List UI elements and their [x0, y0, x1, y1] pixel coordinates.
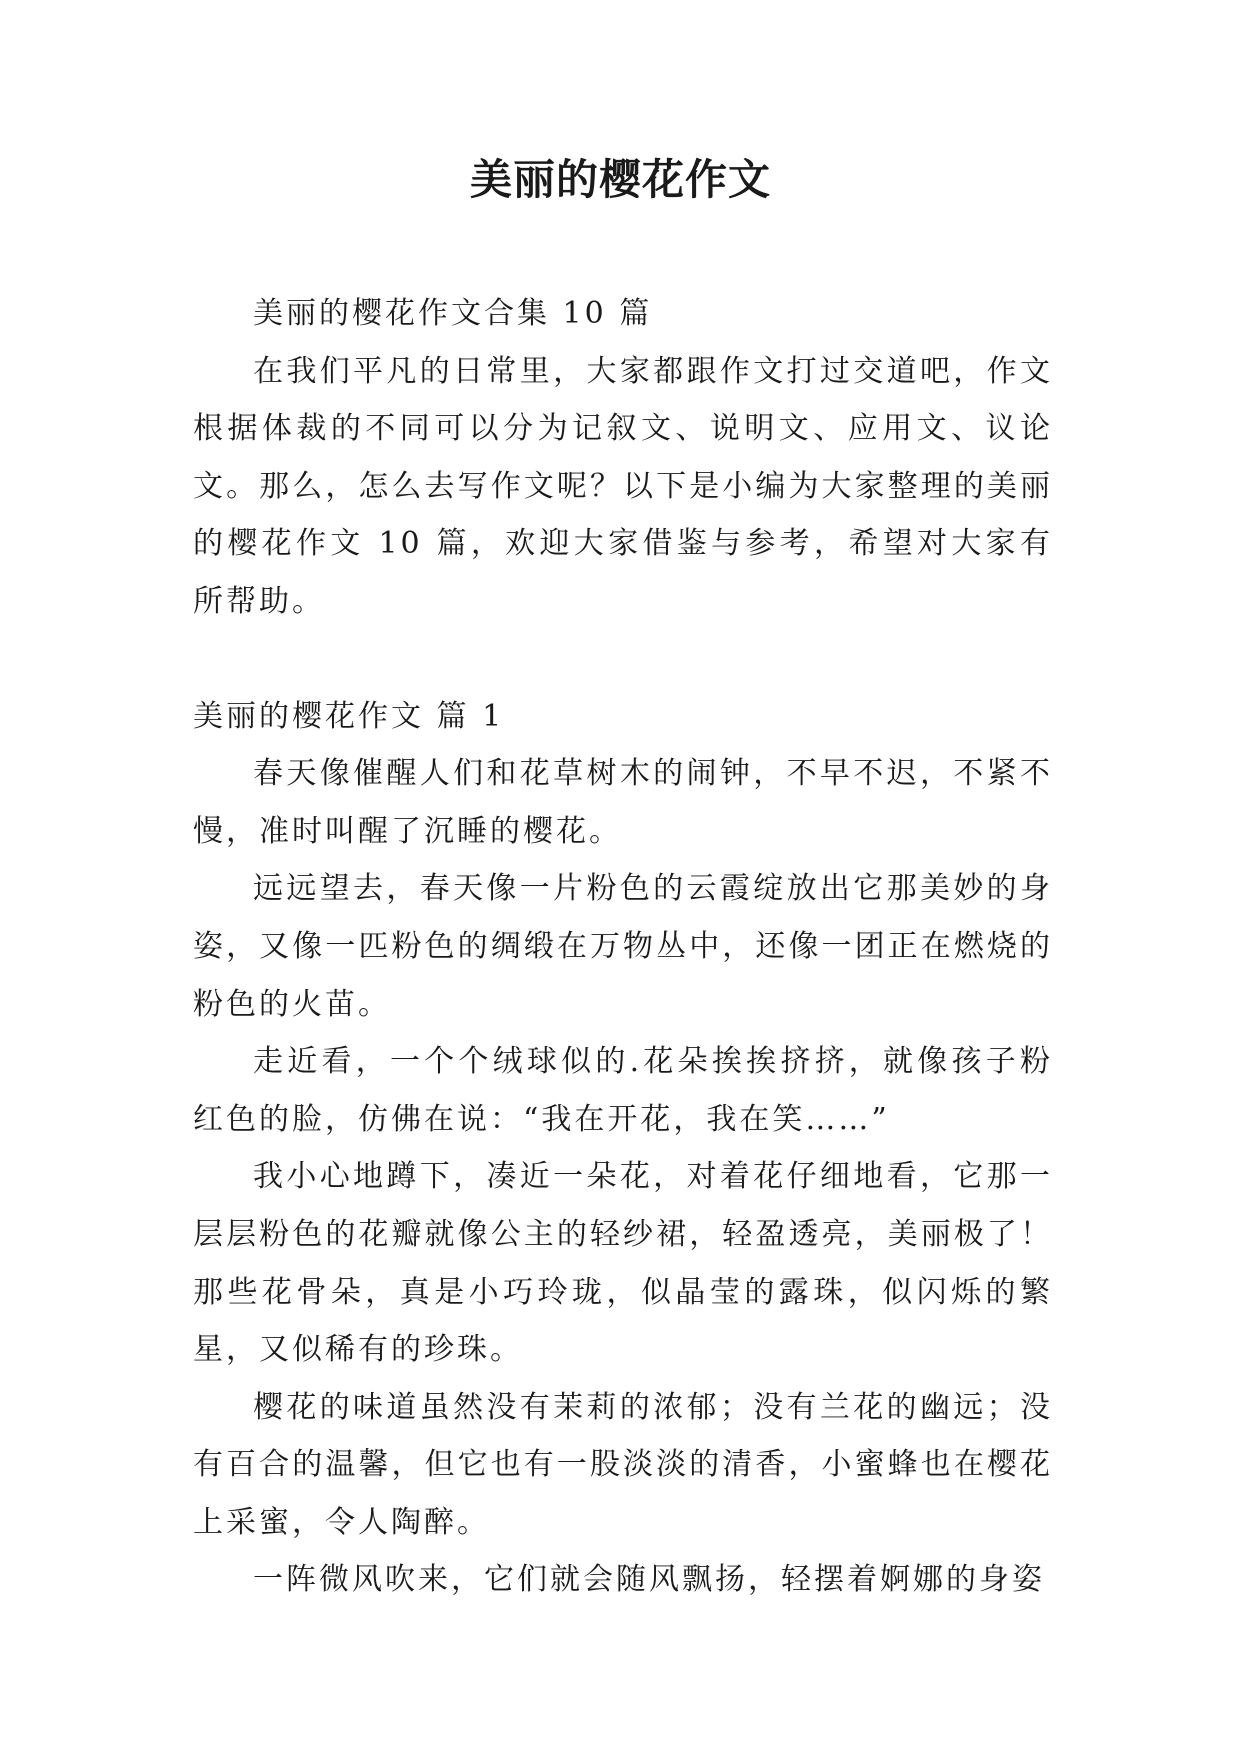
document-body [193, 285, 1053, 1609]
body-paragraph: 樱花的味道虽然没有茉莉的浓郁；没有兰花的幽远；没有百合的温馨，但它也有一股淡淡的清香，小蜜蜂也在樱花上采蜜，令人陶醉。 [193, 1389, 1053, 1540]
body-paragraph: 一阵微风吹来，它们就会随风飘扬，轻摆着婀娜的身姿 [253, 1562, 1045, 1598]
body-paragraph: 走近看，一个个绒球似的.花朵挨挨挤挤，就像孩子粉红色的脸，仿佛在说：“我在开花，我在笑……” [193, 1044, 1053, 1137]
section-heading: 美丽的樱花作文 篇 1 [193, 698, 505, 734]
collection-subtitle: 美丽的樱花作文合集 10 篇 [253, 296, 653, 331]
body-paragraph: 春天像催醒人们和花草树木的闹钟，不早不迟，不紧不慢，准时叫醒了沉睡的樱花。 [193, 756, 1053, 849]
document-title: 美丽的樱花作文 [469, 155, 771, 204]
body-paragraph: 远远望去，春天像一片粉色的云霞绽放出它那美妙的身姿，又像一匹粉色的绸缎在万物丛中，还像一团正在燃烧的粉色的火苗。 [193, 871, 1053, 1022]
section-spacer [193, 631, 1053, 688]
intro-paragraph: 在我们平凡的日常里，大家都跟作文打过交道吧，作文根据体裁的不同可以分为记叙文、说明文、应用文、议论文。那么，怎么去写作文呢？以下是小编为大家整理的美丽的樱花作文 10 篇，欢迎大家借鉴与参考，希望对大家有所帮助。 [193, 353, 1053, 619]
body-paragraph: 我小心地蹲下，凑近一朵花，对着花仔细地看，它那一层层粉色的花瓣就像公主的轻纱裙，轻盈透亮，美丽极了！那些花骨朵，真是小巧玲珑，似晶莹的露珠，似闪烁的繁星，又似稀有的珍珠。 [193, 1159, 1053, 1368]
